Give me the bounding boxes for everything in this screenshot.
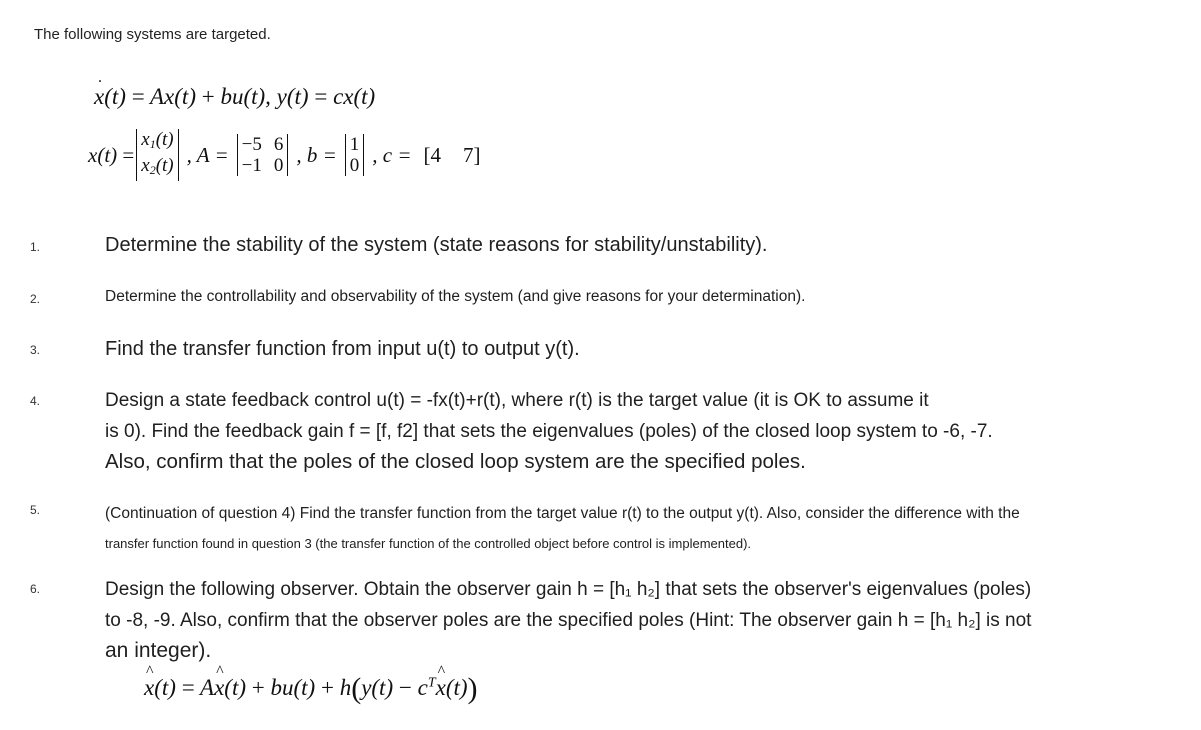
question-line: Design a state feedback control u(t) = -fx(t)+r(t), where r(t) is the target value (it is OK to assume it <box>105 390 929 411</box>
question-line: Also, confirm that the poles of the closed loop system are the specified poles. <box>105 450 806 473</box>
question-number: 6. <box>30 582 41 596</box>
a-matrix-entry: −1 <box>241 155 262 176</box>
a-matrix <box>237 134 289 176</box>
question-line: transfer function found in question 3 (the transfer function of the controlled object before control is implemented). <box>105 536 752 551</box>
question-5 <box>105 499 1185 559</box>
question-6 <box>105 575 1165 667</box>
question-line: is 0). Find the feedback gain f = [f, f2] that sets the eigenvalues (poles) of the closed loop system to -6, -7. <box>105 420 993 442</box>
a-matrix-label: , A = <box>186 142 229 167</box>
a-matrix-entry: 0 <box>273 155 284 176</box>
b-vector-entry: 1 <box>349 134 360 155</box>
c-vector-entry: 7 <box>463 142 474 167</box>
question-4 <box>105 386 1165 478</box>
x-vector-label: x(t) = <box>88 142 135 167</box>
c-vector: [4 7] <box>423 142 481 167</box>
question-line: an integer). <box>105 639 212 662</box>
intro-text: The following systems are targeted. <box>34 26 271 43</box>
question-3 <box>105 338 580 361</box>
question-line: to -8, -9. Also, confirm that the observer poles are the specified poles (Hint: The observer gain h = [h₁ h₂] is not <box>105 609 1032 631</box>
c-vector-label: , c = <box>372 142 412 167</box>
system-matrices <box>88 124 481 186</box>
question-number: 1. <box>30 240 41 254</box>
x-vector <box>136 129 178 181</box>
question-number: 4. <box>30 394 41 408</box>
x-vector-entry: x2(t) <box>141 155 174 177</box>
state-equation: x ˙(t) = Ax(t) + bu(t), y(t) = cx(t) <box>94 84 375 110</box>
question-2 <box>105 288 805 306</box>
question-line: Design the following observer. Obtain the observer gain h = [h₁ h₂] that sets the observer's eigenvalues (poles) <box>105 579 1032 600</box>
b-vector-label: , b = <box>296 142 337 167</box>
question-1 <box>105 234 768 257</box>
x-vector-entry: x1(t) <box>141 129 174 151</box>
a-matrix-entry: −5 <box>241 134 262 155</box>
question-number: 2. <box>30 292 41 306</box>
question-line: Determine the stability of the system (state reasons for stability/unstability). <box>105 234 768 256</box>
b-vector <box>345 134 365 176</box>
question-number: 3. <box>30 343 41 357</box>
observer-equation: x ^(t) = Ax ^(t) + $bu(t) + h(y(t) - c^Tx$ ^(t)) <box>144 672 478 706</box>
question-line: (Continuation of question 4) Find the transfer function from the target value r(t) to the output y(t). Also, consider the difference with the <box>105 505 1020 522</box>
b-vector-entry: 0 <box>349 155 360 176</box>
question-line: Find the transfer function from input u(t) to output y(t). <box>105 338 580 360</box>
a-matrix-entry: 6 <box>273 134 284 155</box>
c-vector-entry: 4 <box>430 142 442 167</box>
question-line: Determine the controllability and observability of the system (and give reasons for your determination). <box>105 288 806 305</box>
question-number: 5. <box>30 503 41 517</box>
